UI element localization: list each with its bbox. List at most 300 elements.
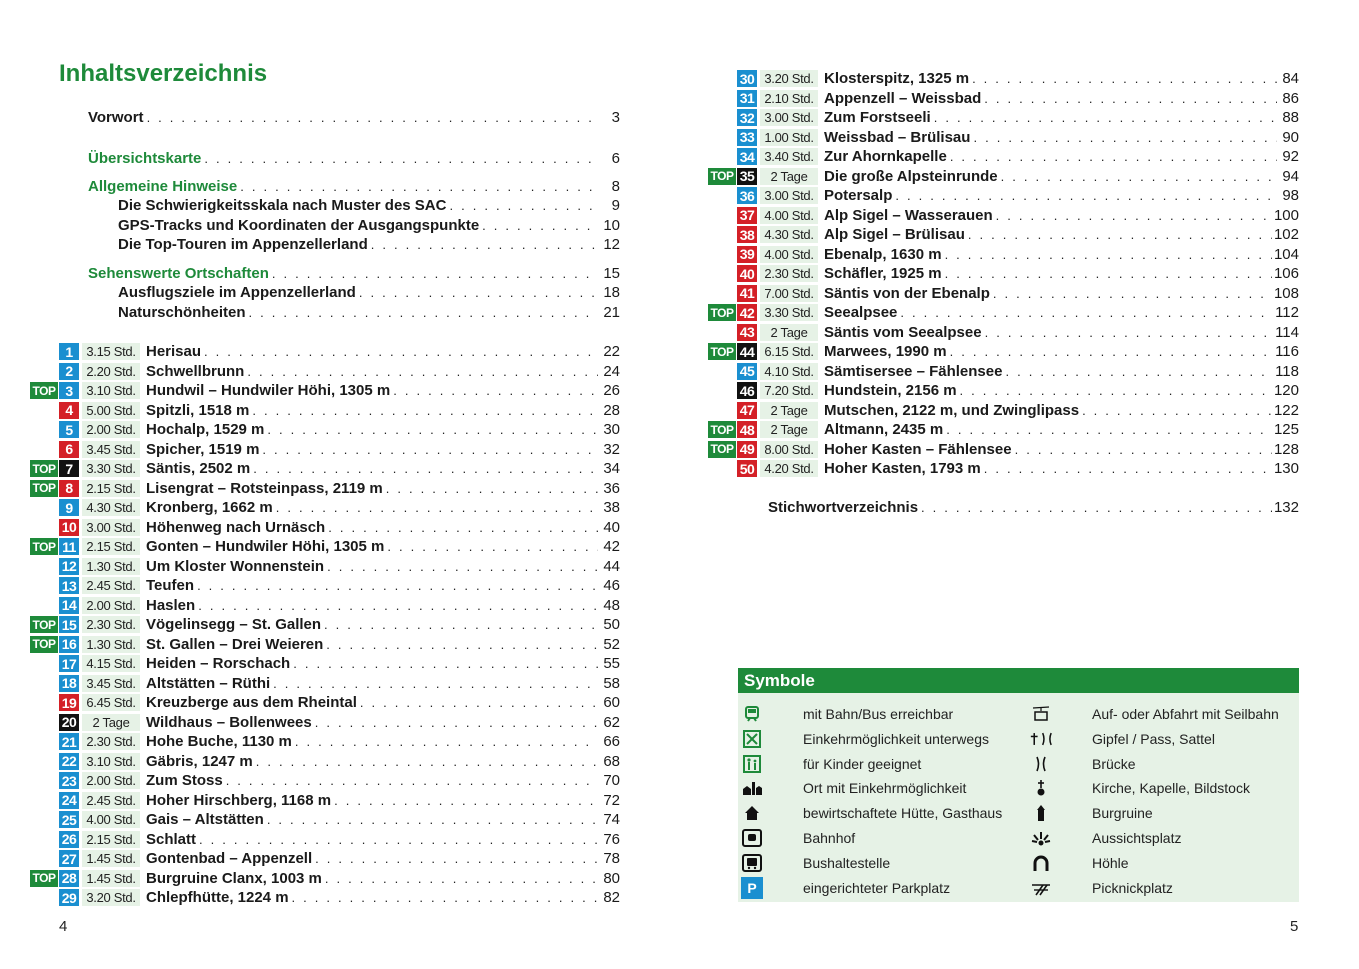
top-badge-placeholder bbox=[708, 148, 736, 165]
leader-dots bbox=[945, 266, 1272, 281]
legend-label: Ort mit Einkehrmöglichkeit bbox=[803, 780, 967, 797]
tour-duration: 6.45 Std. bbox=[82, 694, 140, 711]
index-entry-page: 132 bbox=[1273, 499, 1299, 516]
tour-duration: 3.45 Std. bbox=[82, 675, 140, 692]
leader-dots bbox=[334, 793, 598, 808]
leader-dots bbox=[359, 285, 598, 300]
tour-row[interactable] bbox=[30, 849, 620, 868]
tour-row[interactable] bbox=[30, 752, 620, 771]
tour-row[interactable] bbox=[708, 284, 1299, 303]
leader-dots bbox=[198, 598, 598, 613]
tour-name: Appenzell – Weissbad bbox=[824, 89, 982, 107]
legend-item bbox=[741, 777, 966, 799]
tour-row[interactable] bbox=[708, 440, 1299, 459]
family-icon bbox=[741, 753, 763, 775]
tour-number-badge: 8 bbox=[59, 480, 79, 497]
leader-dots bbox=[293, 656, 598, 671]
tour-row[interactable] bbox=[30, 635, 620, 654]
toc-entry[interactable] bbox=[88, 149, 620, 168]
tour-name: Klosterspitz, 1325 m bbox=[824, 70, 970, 87]
tour-row[interactable] bbox=[708, 225, 1299, 244]
tour-page: 38 bbox=[603, 499, 620, 516]
top-badge-placeholder bbox=[30, 889, 58, 906]
tour-number-badge: 36 bbox=[737, 187, 757, 204]
leader-dots bbox=[247, 364, 598, 379]
tour-number-badge: 40 bbox=[737, 265, 757, 282]
leader-dots bbox=[946, 422, 1272, 437]
top-badge: TOP bbox=[30, 636, 58, 653]
leader-dots bbox=[482, 218, 598, 233]
tour-number-badge: 37 bbox=[737, 207, 757, 224]
tour-duration: 4.10 Std. bbox=[760, 363, 818, 380]
tour-page: 116 bbox=[1275, 343, 1299, 360]
tour-row[interactable] bbox=[30, 401, 620, 420]
tour-page: 118 bbox=[1275, 362, 1299, 380]
tour-row[interactable] bbox=[30, 713, 620, 732]
leader-dots bbox=[292, 890, 598, 905]
leader-dots bbox=[1015, 442, 1272, 457]
tour-number-badge: 42 bbox=[737, 304, 757, 321]
tour-page: 94 bbox=[1282, 167, 1299, 185]
tour-number-badge: 3 bbox=[59, 382, 79, 399]
symbols-title: Symbole bbox=[738, 668, 1299, 693]
tour-row[interactable] bbox=[30, 869, 620, 888]
leader-dots bbox=[973, 130, 1277, 145]
top-badge: TOP bbox=[30, 616, 58, 633]
tour-row[interactable] bbox=[30, 420, 620, 439]
tour-row[interactable] bbox=[708, 245, 1299, 264]
toc-entry[interactable] bbox=[118, 216, 620, 235]
legend-label: für Kinder geeignet bbox=[803, 755, 922, 772]
tour-name: Weissbad – Brülisau bbox=[824, 128, 971, 146]
tour-number-badge: 18 bbox=[59, 675, 79, 692]
tour-number-badge: 32 bbox=[737, 109, 757, 126]
top-badge-placeholder bbox=[708, 187, 736, 204]
tour-duration: 2 Tage bbox=[82, 714, 140, 731]
leader-dots bbox=[993, 286, 1272, 301]
top-badge-placeholder bbox=[30, 499, 58, 516]
parking-icon: P bbox=[741, 877, 763, 899]
tour-duration: 2 Tage bbox=[760, 168, 818, 185]
tour-duration: 2.15 Std. bbox=[82, 831, 140, 848]
tour-row[interactable] bbox=[30, 810, 620, 829]
index-entry[interactable] bbox=[768, 498, 1299, 517]
leader-dots bbox=[972, 71, 1277, 86]
tour-duration: 4.20 Std. bbox=[760, 460, 818, 477]
tour-name: Gonten – Hundwiler Höhi, 1305 m bbox=[146, 538, 385, 555]
tour-number-badge: 41 bbox=[737, 285, 757, 302]
top-badge: TOP bbox=[708, 421, 736, 438]
tour-page: 86 bbox=[1282, 89, 1299, 107]
tour-duration: 7.00 Std. bbox=[760, 285, 818, 302]
tour-row[interactable] bbox=[30, 654, 620, 673]
legend-label: Auf- oder Abfahrt mit Seilbahn bbox=[1092, 706, 1279, 722]
legend-label: mit Bahn/Bus erreichbar bbox=[803, 706, 954, 722]
toc-entry-label: GPS-Tracks und Koordinaten der Ausgangspunkte bbox=[118, 217, 480, 234]
tour-row[interactable] bbox=[30, 518, 620, 537]
tour-duration: 3.00 Std. bbox=[760, 109, 818, 126]
tour-row[interactable] bbox=[30, 576, 620, 595]
tour-page: 128 bbox=[1273, 440, 1299, 458]
tour-row[interactable] bbox=[30, 674, 620, 693]
tour-page: 46 bbox=[603, 577, 620, 594]
tour-name: Zum Stoss bbox=[146, 772, 223, 789]
tour-row[interactable] bbox=[708, 303, 1299, 322]
tour-number-badge: 39 bbox=[737, 246, 757, 263]
top-badge-placeholder bbox=[30, 792, 58, 809]
leader-dots bbox=[262, 442, 598, 457]
leader-dots bbox=[934, 110, 1277, 125]
castle-ruin-icon bbox=[1030, 802, 1052, 824]
tour-row[interactable] bbox=[708, 147, 1299, 166]
tour-name: Gontenbad – Appenzell bbox=[146, 850, 313, 867]
tour-duration: 5.00 Std. bbox=[82, 402, 140, 419]
top-badge-placeholder bbox=[708, 70, 736, 87]
tour-page: 55 bbox=[603, 655, 620, 672]
tour-duration: 2.30 Std. bbox=[82, 616, 140, 633]
tour-row[interactable] bbox=[708, 108, 1299, 127]
tour-duration: 3.00 Std. bbox=[760, 187, 818, 204]
leader-dots bbox=[325, 871, 598, 886]
tour-row[interactable] bbox=[30, 596, 620, 615]
top-badge: TOP bbox=[708, 441, 736, 458]
toc-entry[interactable] bbox=[88, 108, 620, 127]
toc-entry-page: 6 bbox=[611, 150, 620, 167]
tour-name: Säntis von der Ebenalp bbox=[824, 284, 990, 302]
tour-duration: 2 Tage bbox=[760, 402, 818, 419]
tour-number-badge: 5 bbox=[59, 421, 79, 438]
tour-number-badge: 14 bbox=[59, 597, 79, 614]
tour-row[interactable] bbox=[708, 128, 1299, 147]
tour-page: 42 bbox=[603, 538, 620, 555]
tour-name: Burgruine Clanx, 1003 m bbox=[146, 869, 322, 887]
tour-row[interactable] bbox=[30, 771, 620, 790]
top-badge-placeholder bbox=[30, 421, 58, 438]
leader-dots bbox=[252, 403, 598, 418]
tour-number-badge: 45 bbox=[737, 363, 757, 380]
leader-dots bbox=[1005, 364, 1273, 379]
tour-number-badge: 47 bbox=[737, 402, 757, 419]
legend-item bbox=[1030, 877, 1173, 899]
leader-dots bbox=[267, 422, 598, 437]
top-badge-placeholder bbox=[708, 363, 736, 380]
tour-name: Schwellbrunn bbox=[146, 362, 245, 380]
tour-name: Säntis vom Seealpsee bbox=[824, 323, 982, 341]
tour-name: Teufen bbox=[146, 577, 195, 594]
tour-number-badge: 33 bbox=[737, 129, 757, 146]
toc-entry-page: 3 bbox=[611, 109, 620, 126]
tour-duration: 2.20 Std. bbox=[82, 363, 140, 380]
legend-label: Kirche, Kapelle, Bildstock bbox=[1092, 780, 1250, 797]
tour-name: Hochalp, 1529 m bbox=[146, 421, 265, 438]
tour-row[interactable] bbox=[708, 362, 1299, 381]
top-badge-placeholder bbox=[30, 597, 58, 614]
tour-name: Gais – Altstätten bbox=[146, 811, 264, 828]
tour-page: 122 bbox=[1273, 401, 1299, 419]
toc-entry-label: Vorwort bbox=[88, 109, 144, 126]
tour-page: 74 bbox=[603, 811, 620, 828]
toc-entry[interactable] bbox=[88, 264, 620, 283]
toc-entry-label: Naturschönheiten bbox=[118, 304, 246, 321]
tour-duration: 4.30 Std. bbox=[82, 499, 140, 516]
top-badge-placeholder bbox=[30, 558, 58, 575]
tour-page: 98 bbox=[1282, 187, 1299, 204]
toc-entry-label: Ausflugsziele im Appenzellerland bbox=[118, 284, 356, 301]
legend-item bbox=[741, 877, 950, 899]
legend-item bbox=[741, 703, 953, 725]
tour-page: 60 bbox=[603, 694, 620, 711]
tour-number-badge: 28 bbox=[59, 870, 79, 887]
tour-page: 88 bbox=[1282, 109, 1299, 126]
legend-item bbox=[1030, 753, 1136, 775]
tour-row[interactable] bbox=[30, 479, 620, 498]
tour-page: 24 bbox=[603, 362, 620, 380]
tour-page: 130 bbox=[1273, 460, 1299, 477]
tour-name: Hoher Kasten – Fählensee bbox=[824, 440, 1012, 458]
tour-row[interactable] bbox=[30, 557, 620, 576]
tour-page: 28 bbox=[603, 401, 620, 419]
tour-name: Lisengrat – Rotsteinpass, 2119 m bbox=[146, 479, 383, 497]
tour-page: 76 bbox=[603, 830, 620, 848]
symbols-legend bbox=[738, 668, 1299, 902]
top-badge: TOP bbox=[708, 168, 736, 185]
leader-dots bbox=[295, 734, 598, 749]
leader-dots bbox=[267, 812, 598, 827]
leader-dots bbox=[147, 110, 598, 125]
tour-duration: 3.30 Std. bbox=[760, 304, 818, 321]
leader-dots bbox=[996, 208, 1272, 223]
toc-entry-label: Sehenswerte Ortschaften bbox=[88, 265, 269, 282]
leader-dots bbox=[1082, 403, 1272, 418]
tour-number-badge: 19 bbox=[59, 694, 79, 711]
tour-duration: 2.00 Std. bbox=[82, 772, 140, 789]
tour-row[interactable] bbox=[30, 381, 620, 400]
tour-row[interactable] bbox=[30, 693, 620, 712]
cable-car-icon bbox=[1030, 703, 1052, 725]
tour-row[interactable] bbox=[708, 264, 1299, 283]
top-badge: TOP bbox=[30, 480, 58, 497]
tour-duration: 4.00 Std. bbox=[760, 246, 818, 263]
top-badge-placeholder bbox=[708, 207, 736, 224]
page-title: Inhaltsverzeichnis bbox=[59, 60, 268, 87]
tour-name: Herisau bbox=[146, 343, 202, 360]
tour-duration: 1.30 Std. bbox=[82, 636, 140, 653]
tour-row[interactable] bbox=[708, 206, 1299, 225]
top-badge-placeholder bbox=[30, 811, 58, 828]
toc-entry-page: 10 bbox=[603, 217, 620, 234]
tour-page: 78 bbox=[603, 850, 620, 867]
leader-dots bbox=[256, 754, 598, 769]
leader-dots bbox=[921, 500, 1272, 515]
tour-number-badge: 34 bbox=[737, 148, 757, 165]
tour-number-badge: 1 bbox=[59, 343, 79, 360]
leader-dots bbox=[900, 305, 1273, 320]
tour-duration: 3.10 Std. bbox=[82, 753, 140, 770]
tour-number-badge: 16 bbox=[59, 636, 79, 653]
tour-name: Altstätten – Rüthi bbox=[146, 674, 271, 692]
tour-row[interactable] bbox=[708, 381, 1299, 400]
tour-duration: 2.30 Std. bbox=[82, 733, 140, 750]
leader-dots bbox=[226, 773, 598, 788]
tour-name: Potersalp bbox=[824, 187, 893, 204]
leader-dots bbox=[276, 500, 598, 515]
tour-number-badge: 38 bbox=[737, 226, 757, 243]
tour-duration: 3.15 Std. bbox=[82, 343, 140, 360]
village-icon bbox=[741, 777, 763, 799]
cave-icon bbox=[1030, 852, 1052, 874]
tour-page: 80 bbox=[603, 869, 620, 887]
tour-row[interactable] bbox=[30, 342, 620, 361]
leader-dots bbox=[273, 676, 598, 691]
tour-row[interactable] bbox=[30, 732, 620, 751]
tour-row[interactable] bbox=[708, 167, 1299, 186]
leader-dots bbox=[393, 383, 598, 398]
picnic-icon bbox=[1030, 877, 1052, 899]
tour-row[interactable] bbox=[30, 362, 620, 381]
tour-row[interactable] bbox=[708, 420, 1299, 439]
tour-duration: 4.30 Std. bbox=[760, 226, 818, 243]
tour-name: Alp Sigel – Wasserauen bbox=[824, 206, 993, 224]
toc-entry[interactable] bbox=[118, 283, 620, 302]
tour-number-badge: 44 bbox=[737, 343, 757, 360]
tour-duration: 6.15 Std. bbox=[760, 343, 818, 360]
legend-label: bewirtschaftete Hütte, Gasthaus bbox=[803, 805, 1003, 822]
index-entry-label: Stichwortverzeichnis bbox=[768, 499, 919, 516]
tour-name: Mutschen, 2122 m, und Zwinglipass bbox=[824, 401, 1080, 419]
tour-duration: 7.20 Std. bbox=[760, 382, 818, 399]
tour-row[interactable] bbox=[30, 888, 620, 907]
tour-duration: 1.45 Std. bbox=[82, 870, 140, 887]
tour-row[interactable] bbox=[708, 89, 1299, 108]
tour-number-badge: 27 bbox=[59, 850, 79, 867]
top-badge: TOP bbox=[30, 460, 58, 477]
tour-name: Hundwil – Hundwiler Höhi, 1305 m bbox=[146, 382, 391, 399]
tour-page: 66 bbox=[603, 733, 620, 750]
top-badge-placeholder bbox=[708, 402, 736, 419]
leader-dots bbox=[197, 578, 598, 593]
tour-name: Höhenweg nach Urnäsch bbox=[146, 518, 326, 536]
tour-number-badge: 15 bbox=[59, 616, 79, 633]
tour-page: 100 bbox=[1273, 206, 1299, 224]
tour-number-badge: 21 bbox=[59, 733, 79, 750]
tour-number-badge: 22 bbox=[59, 753, 79, 770]
tour-row[interactable] bbox=[30, 440, 620, 459]
tour-page: 36 bbox=[603, 479, 620, 497]
top-badge-placeholder bbox=[708, 109, 736, 126]
tour-row[interactable] bbox=[30, 498, 620, 517]
tour-name: Vögelinsegg – St. Gallen bbox=[146, 616, 322, 633]
tour-row[interactable] bbox=[708, 401, 1299, 420]
tour-number-badge: 25 bbox=[59, 811, 79, 828]
leader-dots bbox=[387, 539, 598, 554]
tour-row[interactable] bbox=[30, 459, 620, 478]
train-bus-icon bbox=[741, 703, 763, 725]
leader-dots bbox=[204, 344, 598, 359]
tour-row[interactable] bbox=[708, 69, 1299, 88]
leader-dots bbox=[315, 715, 598, 730]
top-badge-placeholder bbox=[708, 460, 736, 477]
legend-item bbox=[1030, 852, 1129, 874]
tour-page: 62 bbox=[603, 713, 620, 731]
tour-name: Um Kloster Wonnenstein bbox=[146, 557, 325, 575]
tour-name: Säntis, 2502 m bbox=[146, 460, 251, 477]
tour-name: Zum Forstseeli bbox=[824, 109, 931, 126]
legend-label: Burgruine bbox=[1092, 805, 1153, 822]
tour-number-badge: 4 bbox=[59, 402, 79, 419]
tour-row[interactable] bbox=[30, 615, 620, 634]
tour-row[interactable] bbox=[708, 342, 1299, 361]
toc-entry-label: Die Schwierigkeitsskala nach Muster des SAC bbox=[118, 197, 447, 214]
tour-name: Ebenalp, 1630 m bbox=[824, 245, 942, 263]
tour-duration: 2.00 Std. bbox=[82, 421, 140, 438]
summit-pass-icon bbox=[1030, 728, 1052, 750]
tour-page: 84 bbox=[1282, 70, 1299, 87]
legend-label: Brücke bbox=[1092, 755, 1136, 772]
tour-name: Gäbris, 1247 m bbox=[146, 752, 253, 770]
tour-duration: 2 Tage bbox=[760, 421, 818, 438]
legend-item bbox=[741, 728, 989, 750]
legend-label: Bushaltestelle bbox=[803, 854, 891, 871]
top-badge-placeholder bbox=[30, 577, 58, 594]
top-badge-placeholder bbox=[30, 441, 58, 458]
tour-name: Hoher Hirschberg, 1168 m bbox=[146, 791, 332, 809]
tour-page: 58 bbox=[603, 674, 620, 692]
tour-row[interactable] bbox=[708, 323, 1299, 342]
toc-entry-page: 9 bbox=[611, 197, 620, 214]
toc-entry-page: 15 bbox=[603, 265, 620, 282]
top-badge-placeholder bbox=[708, 90, 736, 107]
top-badge: TOP bbox=[30, 538, 58, 555]
top-badge-placeholder bbox=[30, 714, 58, 731]
top-badge: TOP bbox=[30, 870, 58, 887]
toc-entry[interactable] bbox=[88, 177, 620, 196]
tour-number-badge: 30 bbox=[737, 70, 757, 87]
legend-item bbox=[741, 852, 890, 874]
legend-item bbox=[1030, 777, 1250, 799]
legend-label: Einkehrmöglichkeit unterwegs bbox=[803, 730, 989, 747]
tour-name: Schlatt bbox=[146, 830, 197, 848]
toc-entry[interactable] bbox=[118, 235, 620, 254]
tour-row[interactable] bbox=[708, 459, 1299, 478]
leader-dots bbox=[984, 461, 1272, 476]
toc-entry-page: 12 bbox=[603, 236, 620, 253]
tour-row[interactable] bbox=[30, 830, 620, 849]
tour-page: 26 bbox=[603, 382, 620, 399]
legend-item bbox=[741, 753, 921, 775]
tour-page: 52 bbox=[603, 635, 620, 653]
tour-page: 72 bbox=[603, 791, 620, 809]
tour-page: 104 bbox=[1273, 245, 1299, 263]
viewpoint-icon bbox=[1030, 827, 1052, 849]
top-badge-placeholder bbox=[708, 265, 736, 282]
tour-page: 50 bbox=[603, 616, 620, 633]
tour-row[interactable] bbox=[30, 791, 620, 810]
legend-item bbox=[741, 827, 855, 849]
leader-dots bbox=[272, 266, 598, 281]
toc-entry-label: Die Top-Touren im Appenzellerland bbox=[118, 236, 368, 253]
toc-entry[interactable] bbox=[118, 196, 620, 215]
tour-row[interactable] bbox=[708, 186, 1299, 205]
leader-dots bbox=[1001, 169, 1277, 184]
toc-entry[interactable] bbox=[118, 303, 620, 322]
leader-dots bbox=[326, 637, 598, 652]
tour-number-badge: 17 bbox=[59, 655, 79, 672]
tour-number-badge: 10 bbox=[59, 519, 79, 536]
leader-dots bbox=[249, 305, 598, 320]
top-badge-placeholder bbox=[708, 285, 736, 302]
tour-number-badge: 13 bbox=[59, 577, 79, 594]
tour-row[interactable] bbox=[30, 537, 620, 556]
